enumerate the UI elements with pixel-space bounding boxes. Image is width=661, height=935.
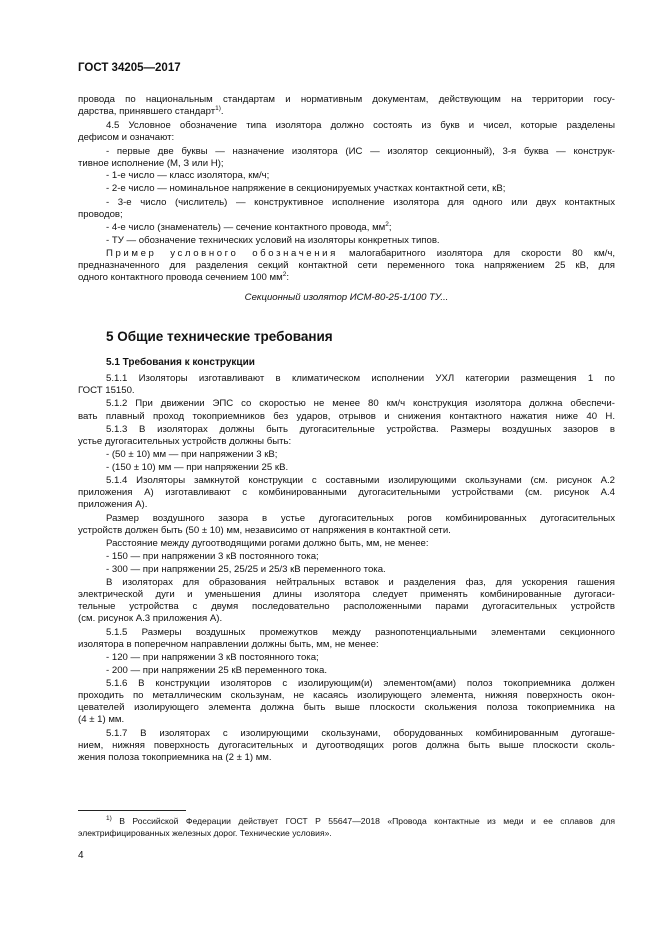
list-item: - 2-е число — номинальное напряжение в секционируемых участках контактной сети, кВ; [106,183,506,194]
list-item: - первые две буквы — назначение изолятора (ИС — изолятор секционный), 3-я буква — конструк- [106,146,615,157]
footnote: $^{1)}$ В Российской Федерации действует ГОСТ Р 55647—2018 «Провода контактные из меди и ее сплавов для [106,815,615,826]
paragraph-line: жения полоза токоприемника на (2 ± 1) мм. [78,752,272,763]
paragraph-line: (см. рисунок А.3 приложения А). [78,613,223,624]
paragraph-line: электрической дуги и уменьшения длины изолятора следует применять комбинированные дугогаси- [78,589,615,600]
clause-5-1-7: 5.1.7 В изоляторах с изолирующими скользунами, оборудованных комбинированным дугогаше- [106,728,615,739]
list-item: - 1-е число — класс изолятора, км/ч; [106,170,270,181]
paragraph-line: тивное исполнение (М, З или Н); [78,158,224,169]
paragraph-line: Размер воздушного зазора в устье дугогасительных рогов комбинированных дугогасительных [106,513,615,524]
paragraph-line: устройств должен быть (50 ± 10) мм, независимо от напряжения в контактной сети. [78,525,451,536]
list-item: - 200 — при напряжении 25 кВ переменного тока. [106,665,328,676]
list-item: - ТУ — обозначение технических условий на изоляторы конкретных типов. [106,235,440,246]
clause-5-1-2: 5.1.2 При движении ЭПС со скоростью не менее 80 км/ч конструкция изолятора должна обеспечи- [106,398,615,409]
paragraph-line: дефисом и означают: [78,132,175,143]
clause-5-1-4: 5.1.4 Изоляторы замкнутой конструкции с составными изолирующими скользунами (см. рисунок А.2 [106,475,615,486]
paragraph-line: проходить по металлическим скользунам, не касаясь изолирующего элемента, нижняя поверхность окон- [78,690,615,701]
footnote-separator [78,810,186,811]
list-item: - 150 — при напряжении 3 кВ постоянного тока; [106,551,319,562]
footnote-mark: 1) [106,815,112,822]
paragraph-line: приложения А) изготавливают с комбинированными дугогасительными устройствами (см. рисунок А.4 [78,487,615,498]
paragraph-line: предназначенного для разделения секций контактной сети переменного тока напряжением 25 кВ, для [78,260,615,271]
paragraph-line: В изоляторах для образования нейтральных вставок и разделения фаз, для ускорения гашения [106,577,615,588]
paragraph-line: дарства, принявшего стандарт$^{1)}$. [78,105,224,117]
example-line: Пример условного обозначения малогабаритного изолятора для скорости 80 км/ч, [106,248,615,259]
list-item: - 300 — при напряжении 25, 25/25 и 25/3 кВ переменного тока. [106,564,386,575]
document-header: ГОСТ 34205—2017 [78,62,181,74]
footnote-ref: 1) [215,105,221,112]
list-item: - (150 ± 10) мм — при напряжении 25 кВ. [106,462,289,473]
paragraph-line: устье дугогасительных устройств должны быть: [78,436,292,447]
paragraph-line: изолятора в поперечном направлении должны быть, мм, не менее: [78,639,379,650]
clause-5-1-5: 5.1.5 Размеры воздушных промежутков между разнопотенциальными элементами секционного [106,627,615,638]
example-label: Пример условного обозначения [106,248,338,259]
list-item: - 4-е число (знаменатель) — сечение контактного провода, $мм^2$; [106,221,392,233]
clause-5-1-3: 5.1.3 В изоляторах должны быть дугогасительные устройства. Размеры воздушных зазоров в [106,424,615,435]
footnote-line: электрифицированных железных дорог. Технические условия». [78,828,332,838]
paragraph-line: провода по национальным стандартам и нормативным документам, действующим на территории госу- [78,94,615,105]
clause-5-1-6: 5.1.6 В конструкции изоляторов с изолирующим(и) элементом(ами) полоз токоприемника должен [106,678,615,689]
example-designation: Секционный изолятор ИСМ-80-25-1/100 ТУ... [244,292,449,303]
list-item: - 120 — при напряжении 3 кВ постоянного тока; [106,652,319,663]
page-number: 4 [78,850,84,861]
paragraph-line: приложения А). [78,499,148,510]
paragraph-line: проводов; [78,209,123,220]
paragraph-line: Расстояние между дугоотводящими рогами должно быть, мм, не менее: [106,538,429,549]
paragraph-line: (4 ± 1) мм. [78,714,125,725]
list-item: - (50 ± 10) мм — при напряжении 3 кВ; [106,449,278,460]
clause-5-1-1: 5.1.1 Изоляторы изготавливают в климатическом исполнении УХЛ категории размещения 1 по [106,373,615,384]
section-5-heading: 5 Общие технические требования [106,329,333,344]
subsection-5-1-heading: 5.1 Требования к конструкции [106,357,255,368]
list-item: - 3-е число (числитель) — конструктивное исполнение изолятора для одного или двух контактных [106,197,615,208]
paragraph-line: цевателей изолирующего элемента должна быть выше плоскости скольжения полоза токоприемника на [78,702,615,713]
paragraph-line: ГОСТ 15150. [78,385,135,396]
clause-4-5: 4.5 Условное обозначение типа изолятора должно состоять из букв и чисел, которые разделены [106,120,615,131]
paragraph-line: нием, нижняя поверхность дугогасительных и дугоотводящих рогов должна быть выше плоскости сколь- [78,740,615,751]
paragraph-line: тельные устройства с двумя последовательно расположенными парами дугогасительных устройств [78,601,615,612]
paragraph-line: одного контактного провода сечением 100 $мм^2$: [78,271,289,283]
paragraph-line: вать плавный проход токоприемников без ударов, отрывов и снижения контактного нажатия ниже 40 Н. [78,411,615,422]
